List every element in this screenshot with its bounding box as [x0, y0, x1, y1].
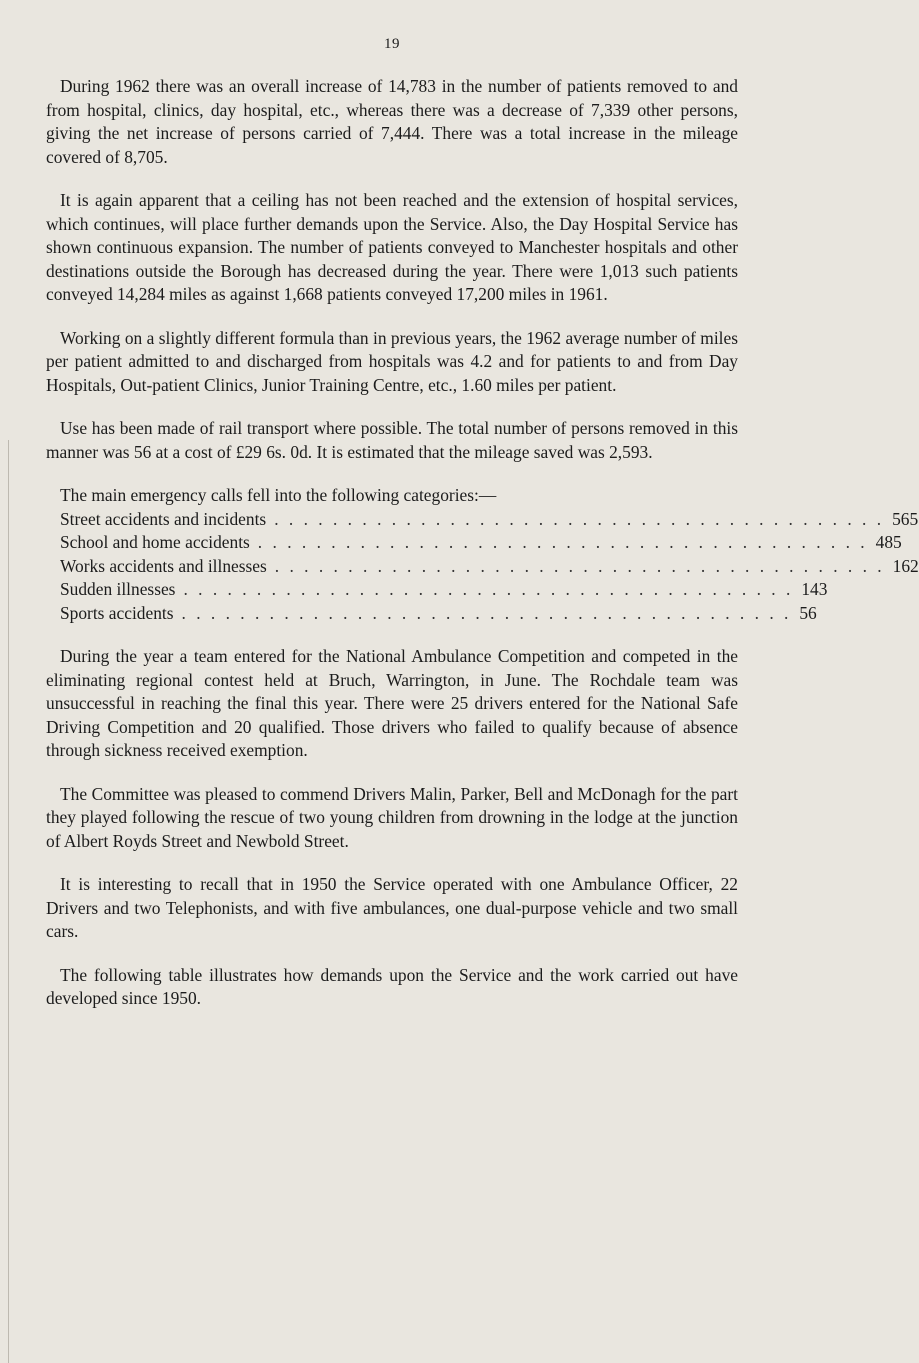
leader-dots: . . . . . . . . . . . . . . . . . . . . . . . . . . . . . . . . . . . . . . . . . .: [181, 602, 792, 623]
category-name: School and home accidents: [60, 532, 250, 552]
category-name: Works accidents and illnesses: [60, 555, 267, 576]
category-value: 485: [875, 532, 902, 552]
leader-dots: . . . . . . . . . . . . . . . . . . . . . . . . . . . . . . . . . . . . . . . . . .: [274, 555, 885, 576]
category-row-street-accidents: [60, 508, 919, 532]
page-number: 19: [384, 36, 400, 52]
paragraph-1962-increase: During 1962 there was an overall increase of 14,783 in the number of patients removed to and from hospital, clinics, day hospital, etc., whereas there was a decrease of 7,339 other persons, giving the net increase of persons carried of 7,444. There was a total increase in the mileage covered of 8,705.: [46, 76, 738, 167]
category-name: Sports accidents: [60, 602, 174, 623]
paragraph-mileage-formula: Working on a slightly different formula than in previous years, the 1962 average number of miles per patient admitted to and discharged from hospitals was 4.2 and for patients to and from Day Hospitals, Out-patient Clinics, Junior Training Centre, etc., 1.60 miles per patient.: [46, 327, 738, 395]
paragraph-table-intro: The following table illustrates how demands upon the Service and the work carried out have developed since 1950.: [46, 964, 738, 1008]
category-name: Street accidents and incidents: [60, 508, 267, 529]
category-row-works-accidents: [60, 555, 919, 579]
category-value: 565: [892, 508, 919, 529]
category-value: 56: [799, 602, 817, 623]
paragraph-hospital-services: It is again apparent that a ceiling has not been reached and the extension of hospital services, which continues, will place further demands upon the Service. Also, the Day Hospital Service has shown continuous expansion. The number of patients conveyed to Manchester hospitals and other destinations outside the Borough has decreased during the year. There were 1,013 such patients conveyed 14,284 miles as against 1,668 patients conveyed 17,200 miles in 1961.: [46, 190, 738, 304]
leader-dots: . . . . . . . . . . . . . . . . . . . . . . . . . . . . . . . . . . . . . . . . . .: [257, 532, 868, 552]
emergency-categories-intro: The main emergency calls fell into the following categories:—: [60, 485, 497, 505]
category-row-sports-accidents: [60, 602, 817, 626]
leader-dots: . . . . . . . . . . . . . . . . . . . . . . . . . . . . . . . . . . . . . . . . . .: [183, 579, 794, 599]
paragraph-rail-transport: Use has been made of rail transport where possible. The total number of persons removed in this manner was 56 at a cost of £29 6s. 0d. It is estimated that the mileage saved was 2,593.: [46, 418, 738, 462]
category-value: 162: [892, 555, 919, 576]
paragraph-1950-service: It is interesting to recall that in 1950 the Service operated with one Ambulance Officer, 22 Drivers and two Telephonists, and with five ambulances, one dual-purpose vehicle and two small cars.: [46, 874, 738, 941]
paragraph-drivers-commended: The Committee was pleased to commend Drivers Malin, Parker, Bell and McDonagh for the part they played following the rescue of two young children from drowning in the lodge at the junction of Albert Royds Street and Newbold Street.: [46, 783, 738, 851]
category-value: 143: [801, 579, 828, 599]
category-row-sudden-illnesses: [60, 578, 828, 602]
emergency-categories-list: [60, 508, 919, 626]
leader-dots: . . . . . . . . . . . . . . . . . . . . . . . . . . . . . . . . . . . . . . . . . .: [274, 508, 885, 529]
paragraph-ambulance-competition: During the year a team entered for the National Ambulance Competition and competed in the eliminating regional contest held at Bruch, Warrington, in June. The Rochdale team was unsuccessful in reaching the final this year. There were 25 drivers entered for the National Safe Driving Competition and 20 qualified. Those drivers who failed to qualify because of absence through sickness received exemption.: [46, 646, 738, 760]
category-row-school-home-accidents: [60, 531, 902, 555]
category-name: Sudden illnesses: [60, 579, 176, 599]
